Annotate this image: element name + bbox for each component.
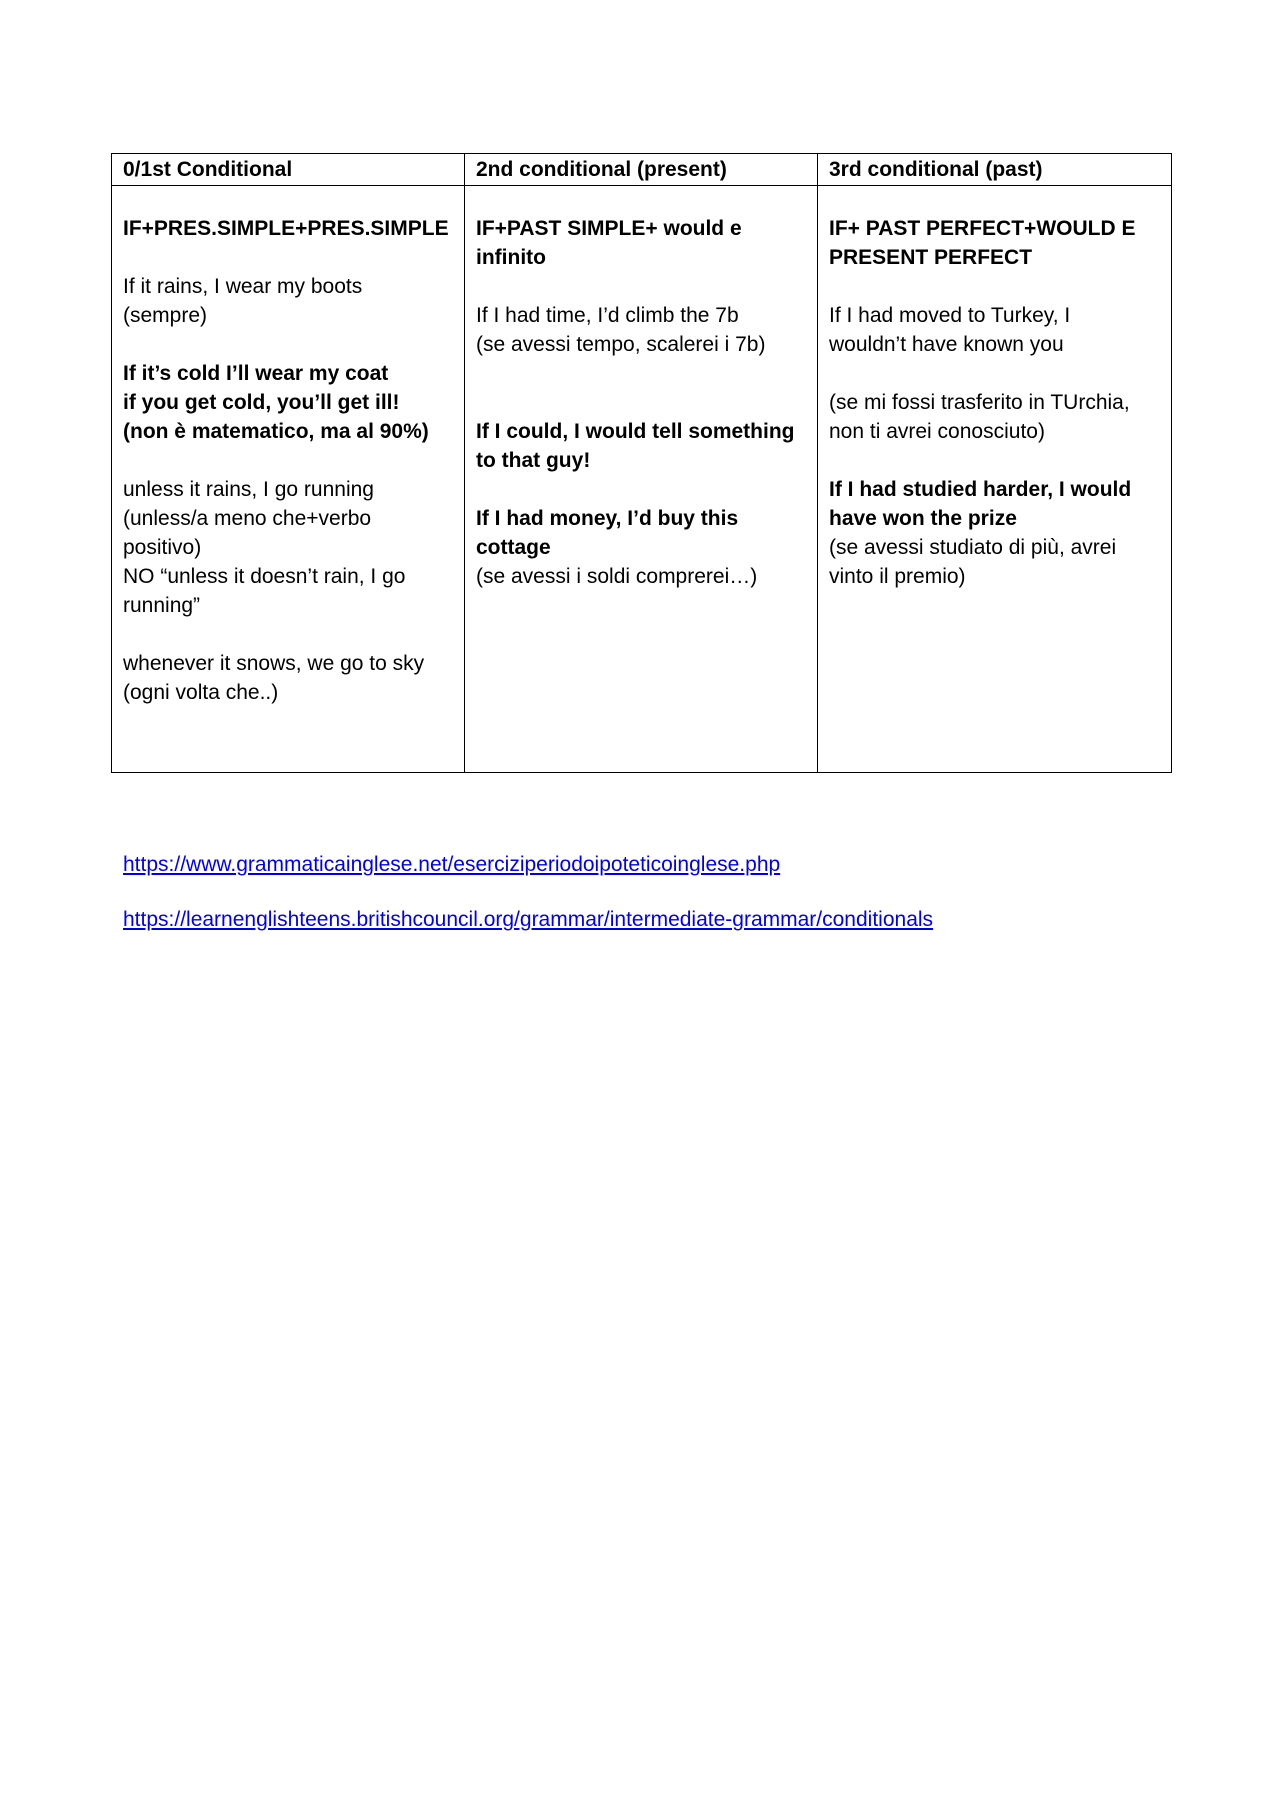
- table-row: [112, 186, 1172, 773]
- cell-first-conditional: [112, 186, 465, 773]
- conditionals-table: [111, 153, 1172, 773]
- example-third-2: If I had studied harder, I would have won the prize (se avessi studiato di più, avrei vinto il premio): [829, 478, 1132, 588]
- example-third-translation: (se mi fossi trasferito in TUrchia, non ti avrei conosciuto): [829, 391, 1130, 443]
- header-third-conditional: 3rd conditional (past): [818, 154, 1172, 186]
- rule-first-conditional: IF+PRES.SIMPLE+PRES.SIMPLE: [123, 217, 449, 240]
- header-zero-first-conditional: 0/1st Conditional: [112, 154, 465, 186]
- example-second-2: If I could, I would tell something to that guy!: [476, 420, 795, 472]
- example-first-2: If it’s cold I’ll wear my coat if you get cold, you’ll get ill! (non è matematico, ma al 90%): [123, 362, 429, 443]
- link-grammaticainglese[interactable]: https://www.grammaticainglese.net/eserciziperiodoipoteticoinglese.php: [123, 853, 781, 876]
- example-first-whenever: whenever it snows, we go to sky (ogni volta che..): [123, 652, 425, 704]
- rule-third-conditional: IF+ PAST PERFECT+WOULD E PRESENT PERFECT: [829, 217, 1136, 269]
- table-header-row: [112, 154, 1172, 186]
- link-britishcouncil[interactable]: https://learnenglishteens.britishcouncil.org/grammar/intermediate-grammar/conditionals: [123, 908, 934, 931]
- example-third-1: If I had moved to Turkey, I wouldn’t have known you: [829, 304, 1071, 356]
- cell-third-conditional: [818, 186, 1172, 773]
- rule-second-conditional: IF+PAST SIMPLE+ would e infinito: [476, 217, 742, 269]
- example-first-1: If it rains, I wear my boots (sempre): [123, 275, 363, 327]
- reference-links: [123, 850, 933, 960]
- cell-second-conditional: [465, 186, 818, 773]
- header-second-conditional: 2nd conditional (present): [465, 154, 818, 186]
- example-second-1: If I had time, I’d climb the 7b (se avessi tempo, scalerei i 7b): [476, 304, 766, 356]
- example-second-3: If I had money, I’d buy this cottage (se avessi i soldi comprerei…): [476, 507, 758, 588]
- example-first-unless: unless it rains, I go running (unless/a meno che+verbo positivo) NO “unless it doesn’t rain, I go running”: [123, 478, 406, 617]
